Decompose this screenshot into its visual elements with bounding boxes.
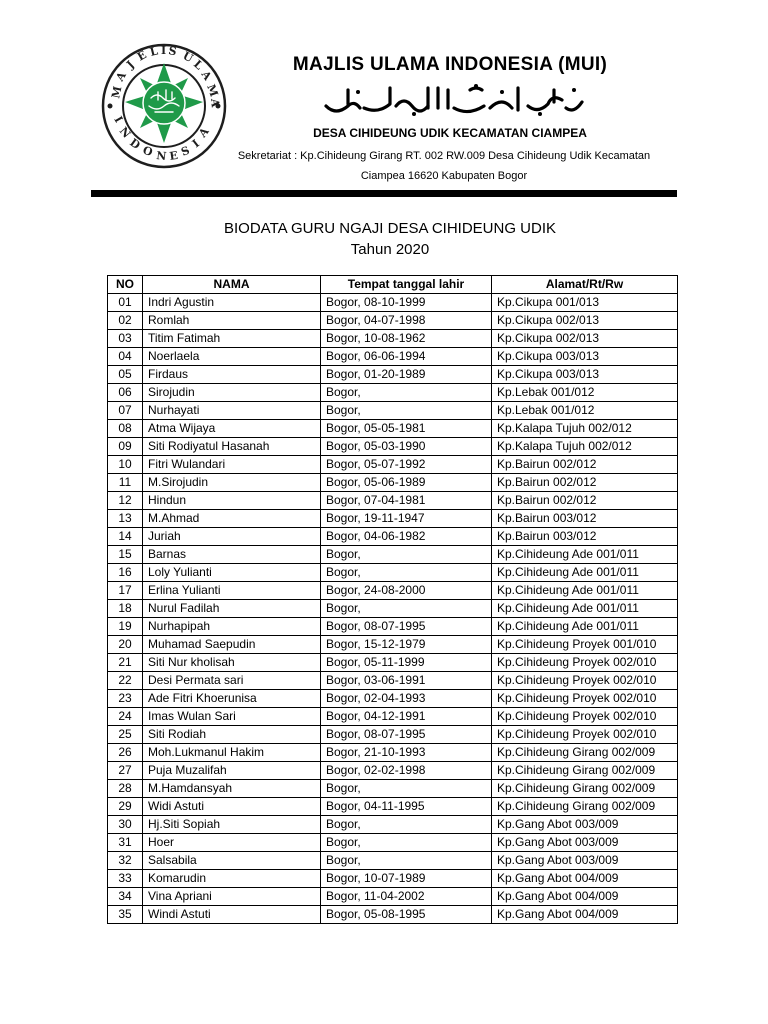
cell-alamat: Kp.Cihideung Ade 001/011: [492, 618, 678, 636]
cell-no: 29: [108, 798, 143, 816]
cell-nama: M.Ahmad: [143, 510, 321, 528]
cell-alamat: Kp.Cihideung Girang 002/009: [492, 744, 678, 762]
cell-no: 12: [108, 492, 143, 510]
teacher-biodata-table: [107, 275, 678, 924]
cell-tempat-tanggal-lahir: Bogor, 04-07-1998: [321, 312, 492, 330]
table-row: [108, 798, 678, 816]
cell-alamat: Kp.Cihideung Girang 002/009: [492, 780, 678, 798]
cell-tempat-tanggal-lahir: Bogor, 01-20-1989: [321, 366, 492, 384]
cell-alamat: Kp.Cihideung Proyek 002/010: [492, 672, 678, 690]
cell-nama: Muhamad Saepudin: [143, 636, 321, 654]
cell-nama: Firdaus: [143, 366, 321, 384]
cell-alamat: Kp.Kalapa Tujuh 002/012: [492, 420, 678, 438]
header-nama: NAMA: [143, 276, 321, 294]
cell-alamat: Kp.Bairun 002/012: [492, 456, 678, 474]
cell-nama: M.Hamdansyah: [143, 780, 321, 798]
cell-alamat: Kp.Cihideung Ade 001/011: [492, 582, 678, 600]
table-row: [108, 492, 678, 510]
cell-nama: Nurul Fadilah: [143, 600, 321, 618]
cell-nama: M.Sirojudin: [143, 474, 321, 492]
svg-text:U: U: [180, 49, 196, 66]
cell-no: 04: [108, 348, 143, 366]
cell-tempat-tanggal-lahir: Bogor,: [321, 834, 492, 852]
svg-text:A: A: [208, 97, 222, 108]
table-row: [108, 654, 678, 672]
cell-tempat-tanggal-lahir: Bogor, 02-04-1993: [321, 690, 492, 708]
cell-tempat-tanggal-lahir: Bogor, 05-11-1999: [321, 654, 492, 672]
table-row: [108, 762, 678, 780]
table-row: [108, 402, 678, 420]
cell-tempat-tanggal-lahir: Bogor,: [321, 816, 492, 834]
secretariat-line-2: Ciampea 16620 Kabupaten Bogor: [360, 170, 528, 182]
cell-nama: Fitri Wulandari: [143, 456, 321, 474]
svg-text:J: J: [124, 58, 137, 72]
cell-nama: Juriah: [143, 528, 321, 546]
cell-no: 24: [108, 708, 143, 726]
svg-text:A: A: [198, 68, 215, 83]
svg-text:E: E: [135, 48, 149, 64]
cell-no: 30: [108, 816, 143, 834]
table-row: [108, 870, 678, 888]
cell-nama: Ade Fitri Khoerunisa: [143, 690, 321, 708]
cell-alamat: Kp.Kalapa Tujuh 002/012: [492, 438, 678, 456]
cell-alamat: Kp.Cikupa 002/013: [492, 330, 678, 348]
cell-nama: Siti Nur kholisah: [143, 654, 321, 672]
cell-alamat: Kp.Cihideung Ade 001/011: [492, 546, 678, 564]
cell-nama: Hj.Siti Sopiah: [143, 816, 321, 834]
svg-text:O: O: [140, 143, 155, 160]
cell-nama: Romlah: [143, 312, 321, 330]
cell-alamat: Kp.Bairun 002/012: [492, 474, 678, 492]
cell-alamat: Kp.Gang Abot 004/009: [492, 888, 678, 906]
svg-text:M: M: [109, 84, 125, 100]
table-body: [108, 294, 678, 924]
arabic-calligraphy-image: [318, 80, 588, 120]
svg-text:L: L: [148, 44, 160, 59]
table-row: [108, 384, 678, 402]
cell-nama: Erlina Yulianti: [143, 582, 321, 600]
cell-no: 21: [108, 654, 143, 672]
cell-nama: Barnas: [143, 546, 321, 564]
mui-logo: [100, 42, 228, 170]
cell-no: 14: [108, 528, 143, 546]
table-row: [108, 294, 678, 312]
cell-nama: Komarudin: [143, 870, 321, 888]
cell-no: 32: [108, 852, 143, 870]
cell-tempat-tanggal-lahir: Bogor, 08-07-1995: [321, 726, 492, 744]
table-row: [108, 474, 678, 492]
cell-tempat-tanggal-lahir: Bogor, 02-02-1998: [321, 762, 492, 780]
cell-alamat: Kp.Cikupa 003/013: [492, 348, 678, 366]
cell-alamat: Kp.Cikupa 003/013: [492, 366, 678, 384]
cell-tempat-tanggal-lahir: Bogor,: [321, 546, 492, 564]
mui-logo-emblem: [100, 42, 228, 170]
table-row: [108, 348, 678, 366]
cell-tempat-tanggal-lahir: Bogor,: [321, 384, 492, 402]
cell-alamat: Kp.Cihideung Ade 001/011: [492, 564, 678, 582]
table-row: [108, 618, 678, 636]
organization-name: MAJLIS ULAMA INDONESIA (MUI): [292, 54, 608, 75]
table-header-row: [108, 276, 678, 294]
cell-tempat-tanggal-lahir: Bogor, 06-06-1994: [321, 348, 492, 366]
header-alamat: Alamat/Rt/Rw: [492, 276, 678, 294]
cell-alamat: Kp.Gang Abot 003/009: [492, 834, 678, 852]
table-row: [108, 672, 678, 690]
cell-nama: Indri Agustin: [143, 294, 321, 312]
cell-no: 07: [108, 402, 143, 420]
cell-alamat: Kp.Cihideung Proyek 002/010: [492, 726, 678, 744]
cell-no: 09: [108, 438, 143, 456]
cell-alamat: Kp.Gang Abot 003/009: [492, 852, 678, 870]
cell-nama: Titim Fatimah: [143, 330, 321, 348]
cell-alamat: Kp.Cihideung Proyek 002/010: [492, 708, 678, 726]
cell-tempat-tanggal-lahir: Bogor, 21-10-1993: [321, 744, 492, 762]
cell-nama: Nurhapipah: [143, 618, 321, 636]
cell-no: 17: [108, 582, 143, 600]
cell-no: 25: [108, 726, 143, 744]
table-row: [108, 744, 678, 762]
document-title: BIODATA GURU NGAJI DESA CIHIDEUNG UDIK: [224, 220, 556, 237]
cell-no: 23: [108, 690, 143, 708]
cell-nama: Sirojudin: [143, 384, 321, 402]
header-tempat-tanggal-lahir: Tempat tanggal lahir: [321, 276, 492, 294]
table-row: [108, 690, 678, 708]
cell-tempat-tanggal-lahir: Bogor, 10-07-1989: [321, 870, 492, 888]
cell-tempat-tanggal-lahir: Bogor, 19-11-1947: [321, 510, 492, 528]
svg-text:N: N: [116, 124, 134, 141]
cell-alamat: Kp.Cikupa 002/013: [492, 312, 678, 330]
cell-no: 31: [108, 834, 143, 852]
cell-no: 35: [108, 906, 143, 924]
table-row: [108, 564, 678, 582]
cell-tempat-tanggal-lahir: Bogor, 05-07-1992: [321, 456, 492, 474]
svg-text:I: I: [111, 114, 126, 125]
table-row: [108, 510, 678, 528]
cell-no: 20: [108, 636, 143, 654]
cell-nama: Atma Wijaya: [143, 420, 321, 438]
cell-tempat-tanggal-lahir: Bogor, 04-06-1982: [321, 528, 492, 546]
cell-alamat: Kp.Cihideung Girang 002/009: [492, 762, 678, 780]
cell-no: 02: [108, 312, 143, 330]
cell-alamat: Kp.Cihideung Girang 002/009: [492, 798, 678, 816]
table-row: [108, 780, 678, 798]
cell-nama: Imas Wulan Sari: [143, 708, 321, 726]
cell-alamat: Kp.Cihideung Ade 001/011: [492, 600, 678, 618]
cell-no: 05: [108, 366, 143, 384]
cell-tempat-tanggal-lahir: Bogor, 05-03-1990: [321, 438, 492, 456]
table-row: [108, 420, 678, 438]
cell-nama: Moh.Lukmanul Hakim: [143, 744, 321, 762]
cell-alamat: Kp.Cihideung Proyek 002/010: [492, 654, 678, 672]
cell-no: 18: [108, 600, 143, 618]
cell-alamat: Kp.Bairun 002/012: [492, 492, 678, 510]
cell-no: 01: [108, 294, 143, 312]
svg-text:L: L: [190, 57, 206, 73]
cell-no: 33: [108, 870, 143, 888]
table-row: [108, 546, 678, 564]
svg-text:I: I: [189, 136, 202, 151]
cell-no: 08: [108, 420, 143, 438]
table-row: [108, 636, 678, 654]
cell-alamat: Kp.Cihideung Proyek 002/010: [492, 690, 678, 708]
cell-tempat-tanggal-lahir: Bogor, 05-08-1995: [321, 906, 492, 924]
table-row: [108, 528, 678, 546]
table-row: [108, 888, 678, 906]
cell-no: 03: [108, 330, 143, 348]
cell-no: 26: [108, 744, 143, 762]
cell-nama: Desi Permata sari: [143, 672, 321, 690]
svg-text:A: A: [113, 69, 129, 84]
document-title-block: [100, 218, 680, 260]
cell-nama: Noerlaela: [143, 348, 321, 366]
table-row: [108, 834, 678, 852]
cell-no: 11: [108, 474, 143, 492]
cell-alamat: Kp.Gang Abot 004/009: [492, 870, 678, 888]
cell-nama: Nurhayati: [143, 402, 321, 420]
cell-no: 22: [108, 672, 143, 690]
cell-no: 13: [108, 510, 143, 528]
cell-tempat-tanggal-lahir: Bogor, 24-08-2000: [321, 582, 492, 600]
cell-tempat-tanggal-lahir: Bogor, 15-12-1979: [321, 636, 492, 654]
cell-alamat: Kp.Cikupa 001/013: [492, 294, 678, 312]
cell-nama: Hoer: [143, 834, 321, 852]
village-name: DESA CIHIDEUNG UDIK KECAMATAN CIAMPEA: [313, 126, 587, 140]
cell-nama: Windi Astuti: [143, 906, 321, 924]
cell-tempat-tanggal-lahir: Bogor, 08-07-1995: [321, 618, 492, 636]
cell-alamat: Kp.Lebak 001/012: [492, 384, 678, 402]
table-row: [108, 600, 678, 618]
document-year: Tahun 2020: [350, 241, 430, 258]
cell-tempat-tanggal-lahir: Bogor,: [321, 600, 492, 618]
table-row: [108, 852, 678, 870]
cell-no: 19: [108, 618, 143, 636]
table-row: [108, 456, 678, 474]
svg-text:A: A: [196, 125, 212, 140]
table-row: [108, 366, 678, 384]
svg-text:E: E: [168, 148, 179, 163]
cell-tempat-tanggal-lahir: Bogor, 08-10-1999: [321, 294, 492, 312]
cell-alamat: Kp.Bairun 003/012: [492, 528, 678, 546]
cell-tempat-tanggal-lahir: Bogor, 04-12-1991: [321, 708, 492, 726]
table-row: [108, 816, 678, 834]
cell-nama: Salsabila: [143, 852, 321, 870]
cell-alamat: Kp.Bairun 003/012: [492, 510, 678, 528]
table-row: [108, 330, 678, 348]
cell-no: 27: [108, 762, 143, 780]
secretariat-address: [226, 146, 662, 186]
cell-no: 15: [108, 546, 143, 564]
cell-nama: Widi Astuti: [143, 798, 321, 816]
cell-tempat-tanggal-lahir: Bogor, 04-11-1995: [321, 798, 492, 816]
cell-tempat-tanggal-lahir: Bogor,: [321, 402, 492, 420]
table-row: [108, 708, 678, 726]
cell-no: 16: [108, 564, 143, 582]
svg-text:M: M: [204, 82, 221, 99]
cell-nama: Puja Muzalifah: [143, 762, 321, 780]
cell-nama: Siti Rodiyatul Hasanah: [143, 438, 321, 456]
cell-alamat: Kp.Cihideung Proyek 001/010: [492, 636, 678, 654]
cell-tempat-tanggal-lahir: Bogor, 05-06-1989: [321, 474, 492, 492]
cell-tempat-tanggal-lahir: Bogor, 03-06-1991: [321, 672, 492, 690]
table-row: [108, 582, 678, 600]
svg-text:N: N: [155, 149, 168, 164]
cell-tempat-tanggal-lahir: Bogor,: [321, 564, 492, 582]
cell-tempat-tanggal-lahir: Bogor,: [321, 852, 492, 870]
arabic-calligraphy: [318, 80, 588, 120]
cell-no: 28: [108, 780, 143, 798]
cell-nama: Siti Rodiah: [143, 726, 321, 744]
cell-alamat: Kp.Gang Abot 003/009: [492, 816, 678, 834]
svg-text:S: S: [167, 44, 178, 59]
cell-tempat-tanggal-lahir: Bogor,: [321, 780, 492, 798]
header-no: NO: [108, 276, 143, 294]
cell-no: 34: [108, 888, 143, 906]
cell-no: 10: [108, 456, 143, 474]
cell-tempat-tanggal-lahir: Bogor, 07-04-1981: [321, 492, 492, 510]
cell-tempat-tanggal-lahir: Bogor, 05-05-1981: [321, 420, 492, 438]
cell-nama: Loly Yulianti: [143, 564, 321, 582]
cell-alamat: Kp.Gang Abot 004/009: [492, 906, 678, 924]
letterhead-divider: [91, 190, 677, 197]
svg-text:S: S: [179, 143, 192, 159]
cell-nama: Hindun: [143, 492, 321, 510]
table-row: [108, 726, 678, 744]
table-row: [108, 906, 678, 924]
cell-nama: Vina Apriani: [143, 888, 321, 906]
cell-alamat: Kp.Lebak 001/012: [492, 402, 678, 420]
cell-no: 06: [108, 384, 143, 402]
svg-text:D: D: [127, 135, 143, 153]
svg-text:I: I: [161, 44, 167, 57]
table-row: [108, 312, 678, 330]
cell-tempat-tanggal-lahir: Bogor, 11-04-2002: [321, 888, 492, 906]
secretariat-line-1: Sekretariat : Kp.Cihideung Girang RT. 002 RW.009 Desa Cihideung Udik Kecamatan: [237, 150, 651, 162]
cell-tempat-tanggal-lahir: Bogor, 10-08-1962: [321, 330, 492, 348]
table-row: [108, 438, 678, 456]
